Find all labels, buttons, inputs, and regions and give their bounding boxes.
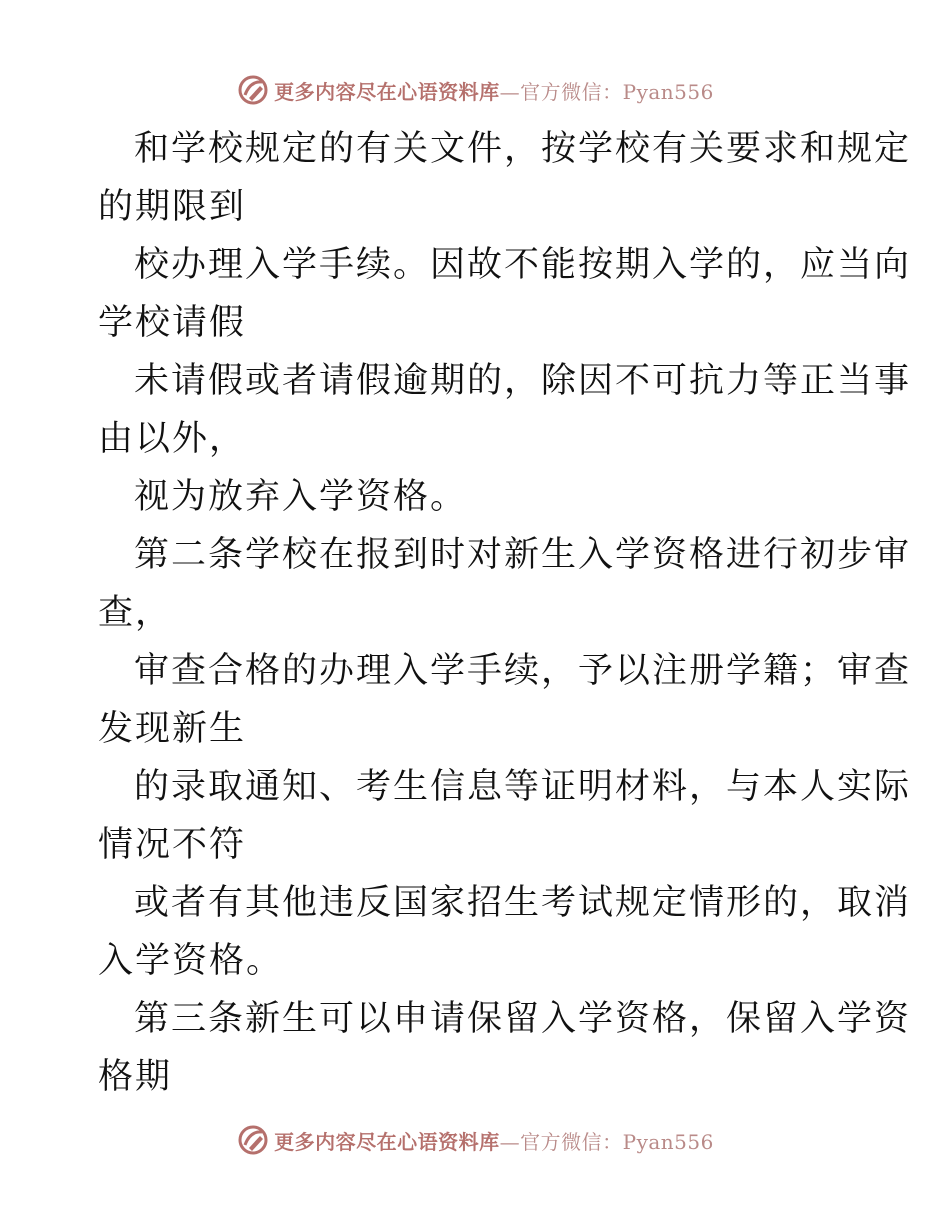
body-line: 或者有其他违反国家招生考试规定情形的，取消 [134,883,912,923]
body-line: 发现新生 [98,709,247,749]
pen-swirl-logo-icon [236,1123,270,1157]
banner-dash: — [499,1129,521,1154]
body-line: 的录取通知、考生信息等证明材料，与本人实际 [134,767,912,807]
body-line: 未请假或者请假逾期的，除因不可抗力等正当事 [134,361,912,401]
body-line: 学校请假 [98,303,247,343]
body-line: 格期 [98,1057,173,1097]
banner-dash: — [499,79,521,104]
banner-wechat-label: 官方微信： [520,79,623,104]
banner-text [274,1126,714,1155]
document-body [98,120,912,1106]
banner-wechat-id: Pyan556 [622,79,714,104]
body-line: 视为放弃入学资格。 [134,477,468,517]
body-line: 第二条学校在报到时对新生入学资格进行初步审 [134,535,912,575]
body-line: 查， [98,593,173,633]
pen-swirl-logo-icon [236,73,270,107]
banner-site-text: 更多内容尽在心语资料库 [274,79,500,104]
header-banner [0,70,950,110]
body-line: 情况不符 [98,825,247,865]
footer-banner [0,1120,950,1160]
body-line: 和学校规定的有关文件，按学校有关要求和规定 [134,129,912,169]
banner-wechat-label: 官方微信： [520,1129,623,1154]
banner-text [274,76,714,105]
body-line: 第三条新生可以申请保留入学资格，保留入学资 [134,999,912,1039]
body-line: 校办理入学手续。因故不能按期入学的，应当向 [134,245,912,285]
body-line: 审查合格的办理入学手续，予以注册学籍；审查 [134,651,912,691]
body-line: 入学资格。 [98,941,284,981]
banner-wechat-id: Pyan556 [622,1129,714,1154]
body-line: 由以外， [98,419,247,459]
body-line: 的期限到 [98,187,247,227]
banner-site-text: 更多内容尽在心语资料库 [274,1129,500,1154]
